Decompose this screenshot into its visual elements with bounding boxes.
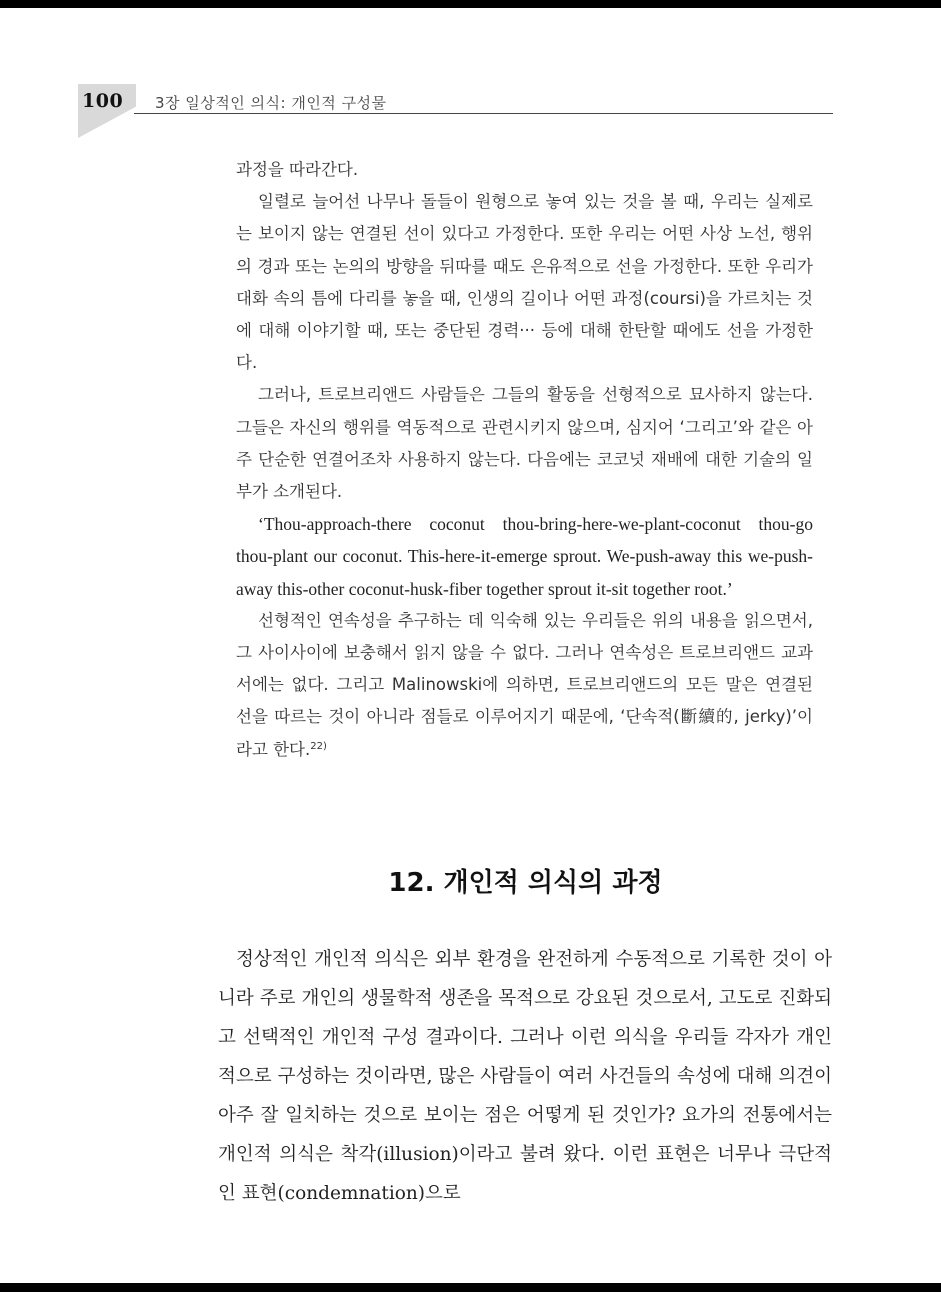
footnote-marker: 22) <box>310 740 327 752</box>
quoted-passage <box>236 154 813 766</box>
top-border-bar <box>0 0 941 8</box>
english-quote-paragraph: ‘Thou-approach-there coconut thou-bring-here-we-plant-coconut thou-go thou-plant our coconut. This-here-it-emerge sprout. We-push-away this we-push- away this-other coconut-husk-fiber together sprout it-sit together root.’ <box>236 514 813 599</box>
quote-paragraph: 과정을 따라간다. <box>236 160 359 179</box>
page-number: 100 <box>82 90 124 112</box>
bottom-border-bar <box>0 1283 941 1292</box>
section-heading: 12. 개인적 의식의 과정 <box>388 868 663 898</box>
quote-last-text: 선형적인 연속성을 추구하는 데 익숙해 있는 우리들은 위의 내용을 읽으면서, 그 사이사이에 보충해서 읽지 않을 수 없다. 그러나 연속성은 트로브리앤드 교과서에는 없다. 그리고 Malinowski에 의하면, 트로브리앤드의 모든 말은 연결된 선을 따르는 것이 아니라 점들로 이루어지기 때문에, ‘단속적(斷續的, jerky)’이라고 한다. <box>236 610 813 759</box>
quote-paragraph: 일렬로 늘어선 나무나 돌들이 원형으로 놓여 있는 것을 볼 때, 우리는 실제로는 보이지 않는 연결된 선이 있다고 가정한다. 또한 우리는 어떤 사상 노선, 행위의 경과 또는 논의의 방향을 뒤따를 때도 은유적으로 선을 가정한다. 또한 우리가 대화 속의 틈에 다리를 놓을 때, 인생의 길이나 어떤 과정(coursi)을 가르치는 것에 대해 이야기할 때, 또는 중단된 경력··· 등에 대해 한탄할 때에도 선을 가정한다. <box>236 192 813 373</box>
body-paragraph: 정상적인 개인적 의식은 외부 환경을 완전하게 수동적으로 기록한 것이 아니라 주로 개인의 생물학적 생존을 목적으로 강요된 것으로서, 고도로 진화되고 선택적인 개인적 구성 결과이다. 그러나 이런 의식을 우리들 각자가 개인적으로 구성하는 것이라면, 많은 사람들이 여러 사건들의 속성에 대해 의견이 아주 잘 일치하는 것으로 보이는 점은 어떻게 된 것인가? 요가의 전통에서는 개인적 의식은 착각(illusion)이라고 불려 왔다. 이런 표현은 너무나 극단적인 표현(condemnation)으로 <box>218 949 832 1204</box>
quote-paragraph: 그러나, 트로브리앤드 사람들은 그들의 활동을 선형적으로 묘사하지 않는다. 그들은 자신의 행위를 역동적으로 관련시키지 않으며, 심지어 ‘그리고’와 같은 아주 단순한 연결어조차 사용하지 않는다. 다음에는 코코넛 재배에 대한 기술의 일부가 소개된다. <box>236 385 813 502</box>
body-text <box>218 940 832 1213</box>
header-rule <box>134 113 833 114</box>
quote-paragraph <box>236 605 813 766</box>
running-title: 3장 일상적인 의식: 개인적 구성물 <box>155 94 387 112</box>
page-header <box>78 84 833 140</box>
